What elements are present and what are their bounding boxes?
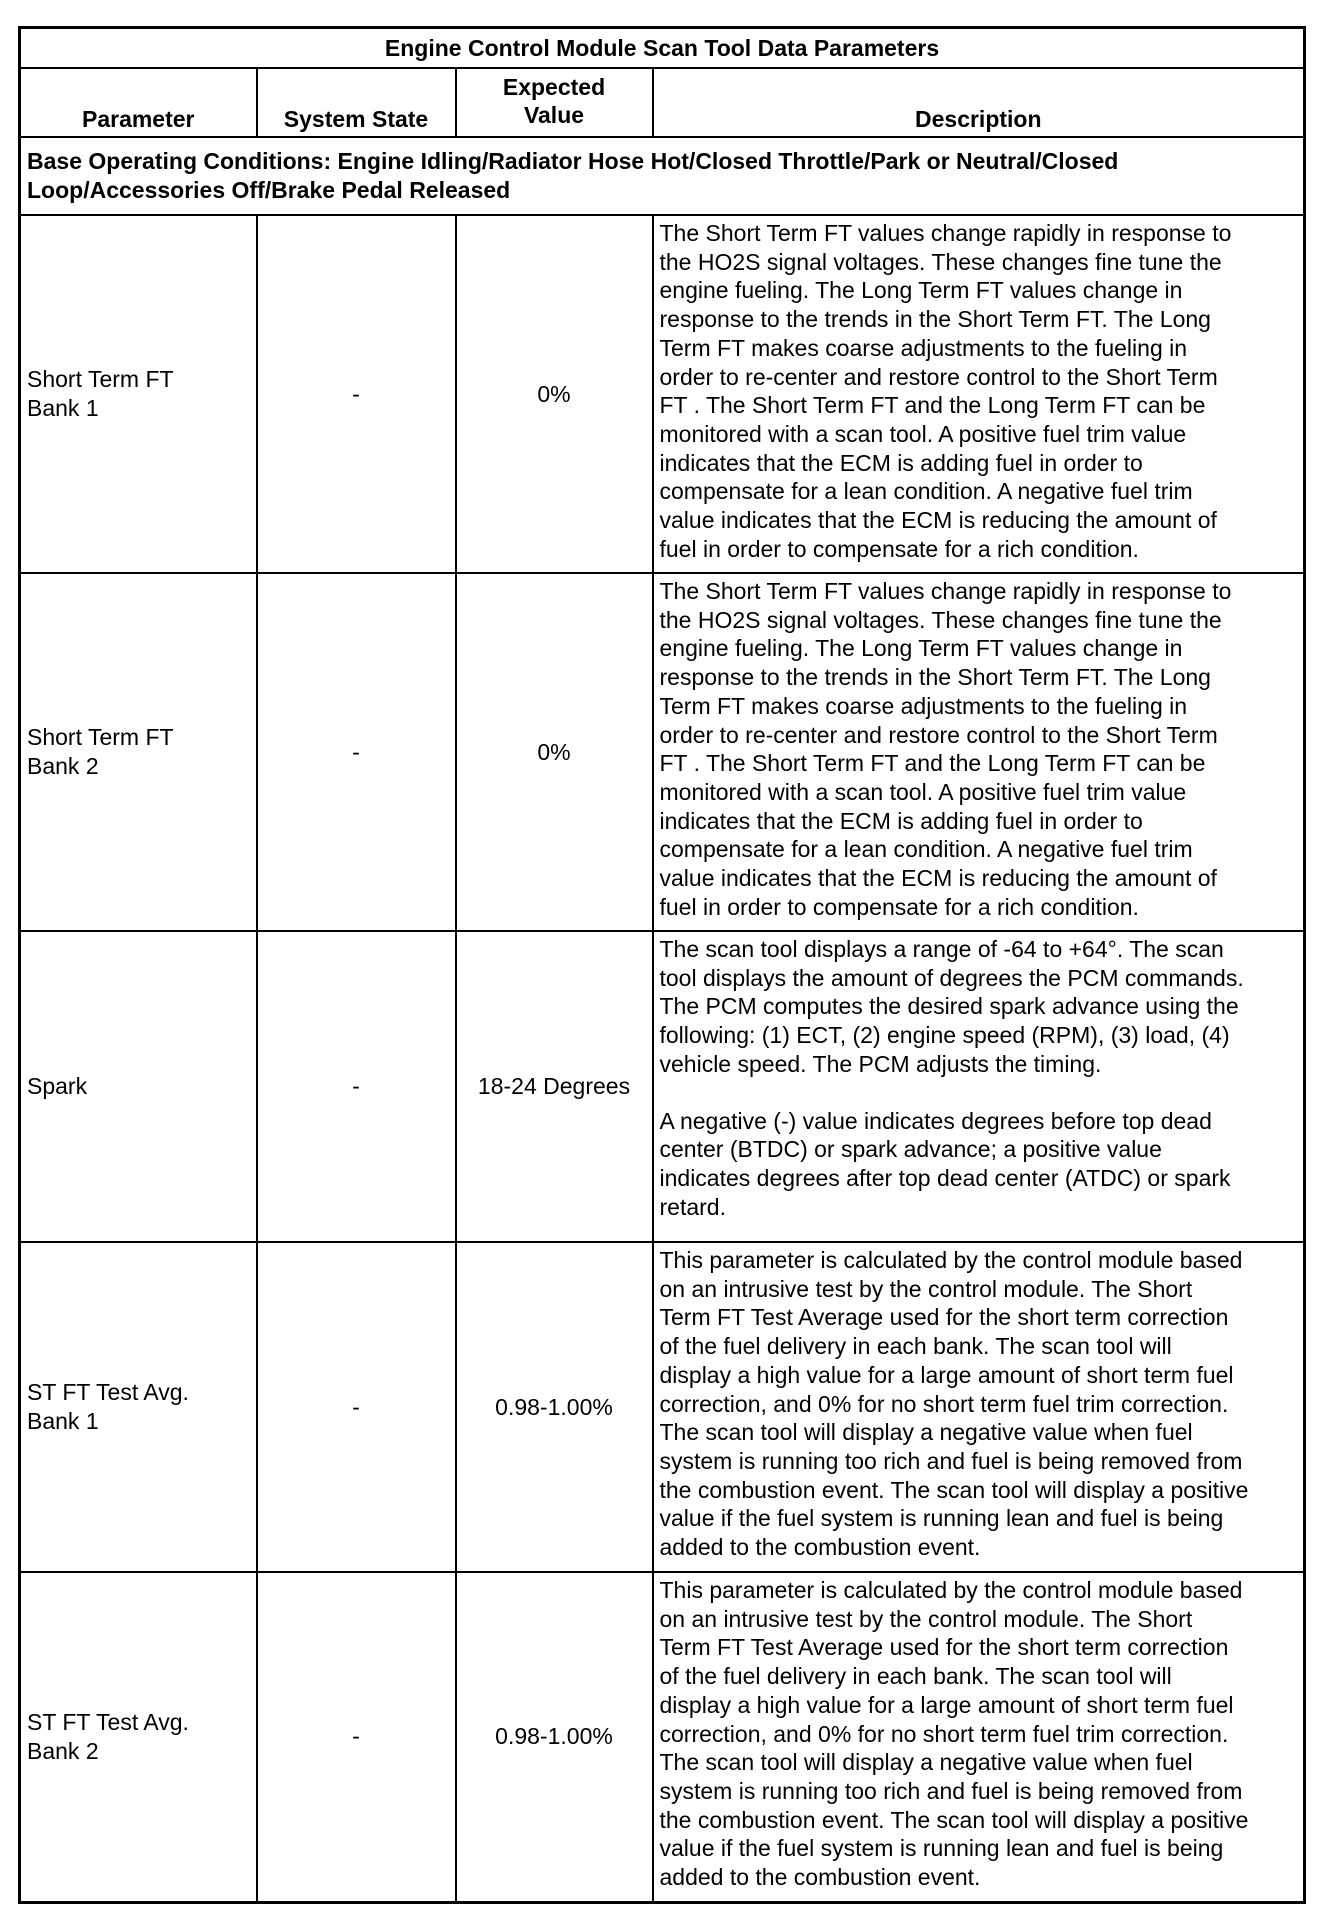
description-paragraph [660,935,1301,1079]
base-conditions-row [20,137,1305,215]
description-cell [653,573,1305,931]
base-conditions [20,137,1305,215]
parameter-bank: Bank 2 [27,753,99,779]
description-line: the combustion event. The scan tool will display a positive [659,1476,1249,1503]
description-line: indicates that the ECM is adding fuel in order to [659,807,1143,834]
description-line: system is running too rich and fuel is being removed from [659,1777,1243,1804]
table-row [20,1242,1305,1572]
expected-value-cell: 0% [456,215,653,573]
description-line: Term FT makes coarse adjustments to the fueling in [659,334,1188,361]
description-line: the combustion event. The scan tool will display a positive [659,1806,1249,1833]
parameter-name: Short Term FT [27,366,174,392]
description-line: order to re-center and restore control to the Short Term [659,721,1218,748]
scan-tool-data-table [18,26,1306,1904]
description-line: response to the trends in the Short Term FT. The Long [659,664,1211,691]
description-line: of the fuel delivery in each bank. The scan tool will [659,1663,1172,1690]
description-line: The scan tool will display a negative value when fuel [659,1749,1193,1776]
description-line: Term FT Test Average used for the short term correction [659,1304,1229,1331]
description-line: value if the fuel system is running lean and fuel is being [659,1835,1224,1862]
parameter-cell [20,215,257,573]
description-cell [653,1242,1305,1572]
description-line: vehicle speed. The PCM adjusts the timing. [659,1050,1102,1077]
description-line: fuel in order to compensate for a rich condition. [659,535,1139,562]
description-paragraph [660,1107,1301,1222]
description-line: order to re-center and restore control to the Short Term [659,363,1218,390]
description-line: The scan tool displays a range of -64 to +64°. The scan [659,936,1224,962]
expected-value-cell: 18-24 Degrees [456,931,653,1242]
description-line: The PCM computes the desired spark advance using the [659,993,1239,1020]
parameter-name: ST FT Test Avg. [27,1708,189,1735]
description-line: compensate for a lean condition. A negative fuel trim [659,836,1193,863]
description-line: value if the fuel system is running lean and fuel is being [659,1505,1224,1532]
description-line: following: (1) ECT, (2) engine speed (RPM), (3) load, (4) [659,1022,1230,1049]
description-line: Term FT Test Average used for the short term correction [659,1634,1229,1661]
header-system-state: System State [257,68,456,137]
table-row [20,931,1305,1242]
description-line: on an intrusive test by the control module. The Short [659,1605,1193,1632]
description-line: the HO2S signal voltages. These changes fine tune the [659,606,1222,633]
parameter-cell [20,1242,257,1572]
table-title: Engine Control Module Scan Tool Data Parameters [20,28,1305,69]
system-state-cell: - [257,215,456,573]
system-state-cell: - [257,1572,456,1902]
parameter-cell [20,931,257,1242]
parameter-bank: Bank 1 [27,1408,99,1434]
description-line: The scan tool will display a negative value when fuel [659,1419,1193,1446]
table-row [20,573,1305,931]
base-conditions-line1: Base Operating Conditions: Engine Idling/Radiator Hose Hot/Closed Throttle/Park or Neutral/Closed [27,148,1119,174]
expected-value-cell: 0.98-1.00% [456,1242,653,1572]
description-line: tool displays the amount of degrees the PCM commands. [659,964,1244,991]
description-line: retard. [659,1193,726,1220]
description-line: FT . The Short Term FT and the Long Term FT can be [659,750,1206,777]
description-line: FT . The Short Term FT and the Long Term FT can be [659,392,1206,419]
description-line: This parameter is calculated by the control module based [659,1247,1243,1273]
description-line: display a high value for a large amount of short term fuel [659,1691,1234,1718]
description-line: Term FT makes coarse adjustments to the fueling in [659,692,1188,719]
system-state-cell: - [257,1242,456,1572]
description-line: the HO2S signal voltages. These changes fine tune the [659,248,1222,275]
description-line: indicates that the ECM is adding fuel in order to [659,449,1143,476]
description-line: A negative (-) value indicates degrees before top dead [659,1107,1212,1134]
description-cell [653,931,1305,1242]
description-line: fuel in order to compensate for a rich condition. [659,893,1139,920]
header-expected-value [456,68,653,137]
table-title-row [20,28,1305,69]
description-cell [653,215,1305,573]
description-line: compensate for a lean condition. A negative fuel trim [659,478,1193,505]
description-line: The Short Term FT values change rapidly in response to [659,578,1232,604]
description-line: correction, and 0% for no short term fuel trim correction. [659,1390,1229,1417]
description-line: value indicates that the ECM is reducing the amount of [659,507,1217,534]
system-state-cell: - [257,931,456,1242]
description-line: value indicates that the ECM is reducing the amount of [659,865,1217,892]
description-line: response to the trends in the Short Term FT. The Long [659,306,1211,333]
header-expected-line2: Value [523,102,585,128]
description-line: monitored with a scan tool. A positive fuel trim value [659,420,1187,447]
description-line: engine fueling. The Long Term FT values change in [659,277,1183,304]
parameter-name: ST FT Test Avg. [27,1379,189,1405]
description-line: This parameter is calculated by the control module based [659,1577,1243,1603]
table-header-row [20,68,1305,137]
header-expected-line1: Expected [502,74,606,100]
parameter-cell [20,1572,257,1902]
system-state-cell: - [257,573,456,931]
header-parameter: Parameter [20,68,257,137]
description-line: on an intrusive test by the control module. The Short [659,1275,1193,1302]
description-line: center (BTDC) or spark advance; a positive value [659,1136,1162,1163]
parameter-name: Short Term FT [27,724,174,750]
parameter-cell [20,573,257,931]
description-line: added to the combustion event. [659,1864,981,1891]
description-cell [653,1572,1305,1902]
parameter-name: Spark [27,1073,88,1099]
description-line: added to the combustion event. [659,1534,981,1561]
table-row [20,215,1305,573]
parameter-bank: Bank 2 [27,1737,99,1764]
header-description: Description [653,68,1305,137]
description-line: monitored with a scan tool. A positive fuel trim value [659,778,1187,805]
description-line: indicates degrees after top dead center (ATDC) or spark [659,1164,1231,1191]
description-line: system is running too rich and fuel is being removed from [659,1447,1243,1474]
parameter-bank: Bank 1 [27,395,99,421]
expected-value-cell: 0% [456,573,653,931]
description-line: The Short Term FT values change rapidly in response to [659,220,1232,246]
expected-value-cell: 0.98-1.00% [456,1572,653,1902]
table-row [20,1572,1305,1902]
base-conditions-line2: Loop/Accessories Off/Brake Pedal Released [27,177,511,203]
description-line: of the fuel delivery in each bank. The scan tool will [659,1333,1172,1360]
description-line: display a high value for a large amount of short term fuel [659,1361,1234,1388]
description-line: engine fueling. The Long Term FT values change in [659,635,1183,662]
description-line: correction, and 0% for no short term fuel trim correction. [659,1720,1229,1747]
